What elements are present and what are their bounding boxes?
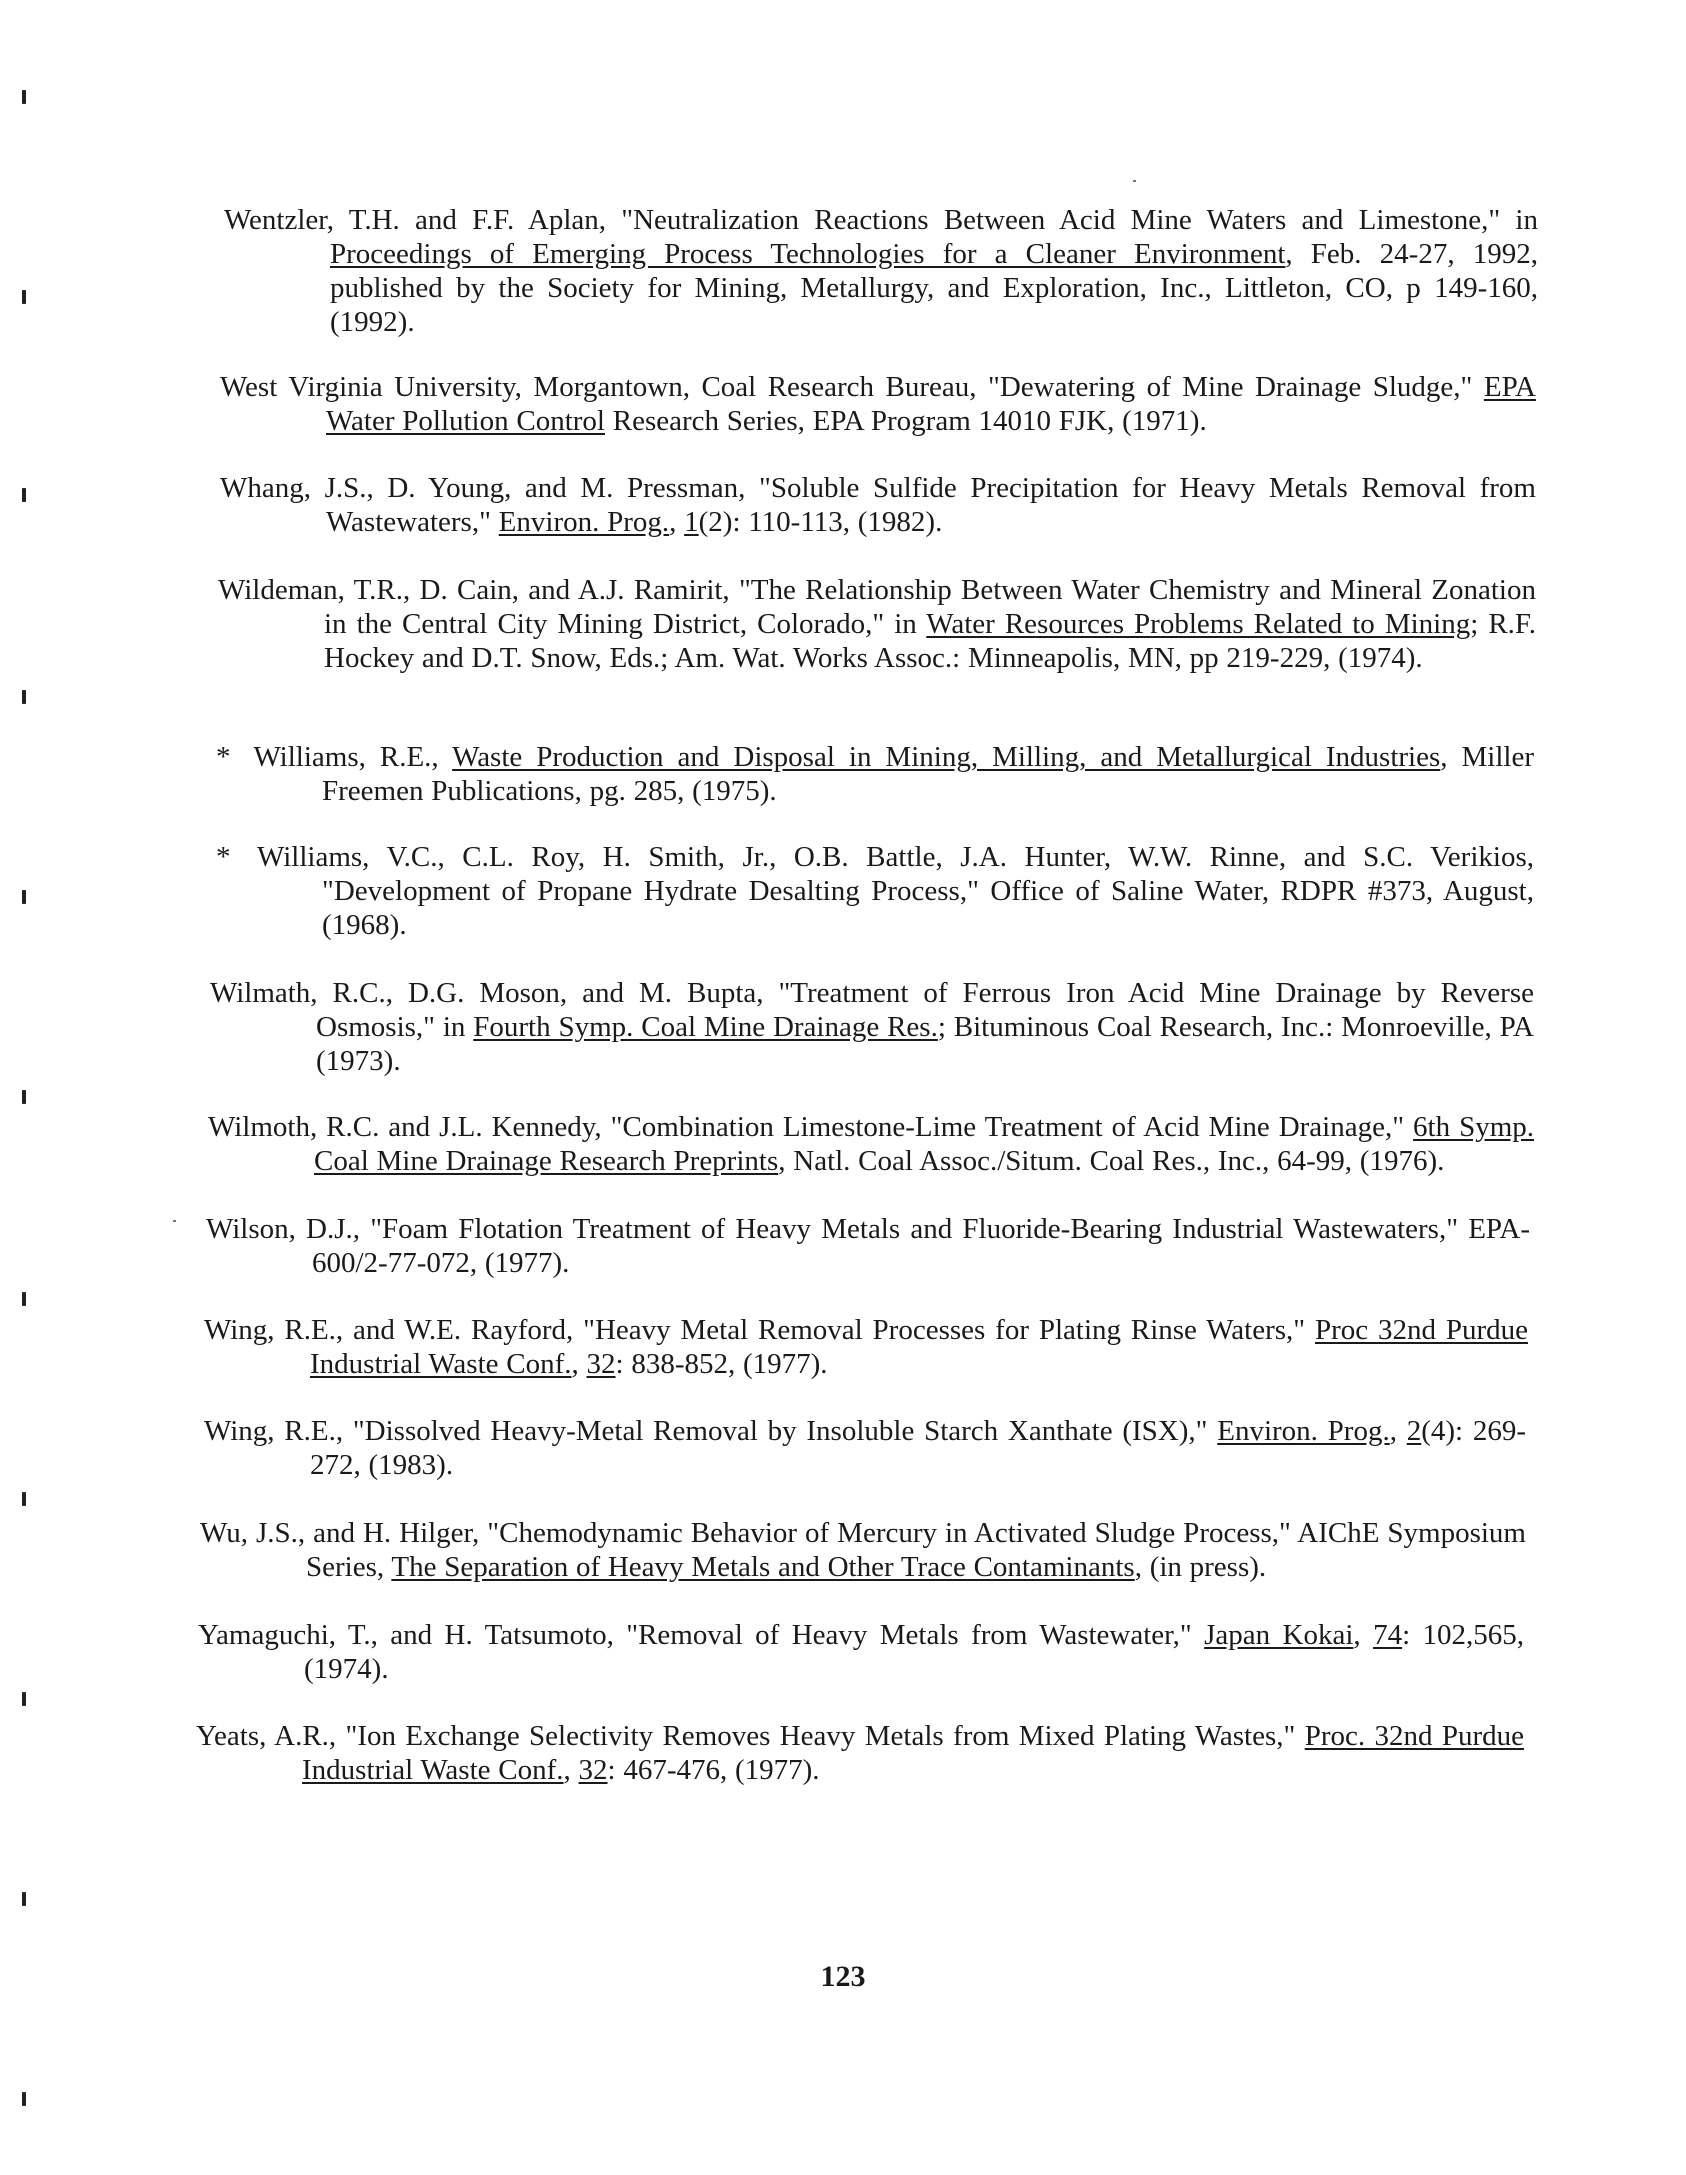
reference-underlined-title: Waste Production and Disposal in Mining, Milling, and Metallurgical Industries (452, 741, 1441, 773)
reference-text: , (1389, 1415, 1407, 1447)
reference-text: , Miller Freemen Publications, pg. 285, (1975). (322, 741, 1534, 807)
reference-underlined-title: Proc 32nd Purdue Industrial Waste Conf. (310, 1314, 1528, 1380)
reference-entry (216, 840, 1534, 942)
reference-entry (200, 1516, 1526, 1584)
reference-entry (220, 471, 1536, 539)
reference-entry (196, 1719, 1524, 1787)
margin-mark (22, 2092, 26, 2106)
reference-underlined-title: Water Resources Problems Related to Mining (926, 608, 1471, 640)
reference-underlined-title: Environ. Prog. (498, 506, 670, 538)
reference-text: Wildeman, T.R., D. Cain, and A.J. Ramirit, "The Relationship Between Water Chemistry and Mineral Zonation in the Central City Mining District, Colorado," in (218, 574, 1536, 640)
reference-text: (4): 269-272, (1983). (310, 1415, 1527, 1481)
reference-entry (210, 976, 1535, 1078)
reference-text: , Natl. Coal Assoc./Situm. Coal Res., Inc., 64-99, (1976). (778, 1145, 1445, 1177)
reference-text: , (571, 1348, 587, 1380)
reference-text: Wilmoth, R.C. and J.L. Kennedy, "Combination Limestone-Lime Treatment of Acid Mine Drainage," (208, 1111, 1414, 1143)
reference-text: , Feb. 24-27, 1992, published by the Society for Mining, Metallurgy, and Exploration, Inc., Littleton, CO, p 149-160, (1992). (330, 238, 1538, 338)
margin-mark (22, 1892, 26, 1906)
reference-text: , (669, 506, 685, 538)
margin-mark (22, 90, 26, 104)
reference-entry (206, 1212, 1530, 1280)
reference-underlined-title: The Separation of Heavy Metals and Other Trace Contaminants (391, 1551, 1135, 1583)
reference-text: ; R.F. Hockey and D.T. Snow, Eds.; Am. Wat. Works Assoc.: Minneapolis, MN, pp 219-229, (1974). (324, 608, 1536, 674)
page-number: 123 (820, 1960, 866, 1993)
reference-underlined-title: Proceedings of Emerging Process Technologies for a Cleaner Environment (330, 238, 1286, 270)
reference-text: Wentzler, T.H. and F.F. Aplan, "Neutralization Reactions Between Acid Mine Waters and Limestone," in (224, 204, 1538, 236)
reference-entry (224, 203, 1538, 339)
reference-underlined-title: EPA Water Pollution Control (326, 371, 1536, 437)
asterisk-marker: * (216, 841, 231, 873)
reference-text: Wu, J.S., and H. Hilger, "Chemodynamic Behavior of Mercury in Activated Sludge Process," AIChE Symposium Series, (200, 1517, 1526, 1583)
reference-underlined-volume: 74 (1373, 1619, 1403, 1651)
reference-entry (218, 573, 1536, 675)
asterisk-marker: * (216, 741, 231, 773)
reference-text: : 102,565, (1974). (304, 1619, 1524, 1685)
reference-text: , (1353, 1619, 1374, 1651)
margin-mark (22, 890, 26, 904)
reference-underlined-title: Fourth Symp. Coal Mine Drainage Res. (473, 1011, 938, 1043)
reference-text: Williams, V.C., C.L. Roy, H. Smith, Jr., O.B. Battle, J.A. Hunter, W.W. Rinne, and S.C. Verikios, "Development of Propane Hydrate Desalting Process," Office of Saline Water, RDPR #373, August, (1968). (240, 841, 1534, 941)
margin-mark (22, 690, 26, 704)
reference-text: Yamaguchi, T., and H. Tatsumoto, "Removal of Heavy Metals from Wastewater," (198, 1619, 1205, 1651)
reference-entry (216, 740, 1534, 808)
reference-text: , (563, 1754, 579, 1786)
reference-text: , (in press). (1134, 1551, 1267, 1583)
margin-mark (22, 1090, 26, 1104)
reference-underlined-title: Proc. 32nd Purdue Industrial Waste Conf. (302, 1720, 1524, 1786)
scan-speck (173, 1220, 176, 1222)
reference-underlined-volume: 1 (684, 506, 699, 538)
reference-entry (198, 1618, 1524, 1686)
margin-mark (22, 1292, 26, 1306)
reference-underlined-title: Japan Kokai (1204, 1619, 1354, 1651)
reference-text: Research Series, EPA Program 14010 FJK, (1971). (604, 405, 1207, 437)
reference-text: Wing, R.E., and W.E. Rayford, "Heavy Metal Removal Processes for Plating Rinse Waters," (204, 1314, 1315, 1346)
reference-underlined-title: 6th Symp. Coal Mine Drainage Research Preprints (314, 1111, 1535, 1177)
reference-text: Williams, R.E., (240, 741, 453, 773)
margin-mark (22, 290, 26, 304)
reference-text: ; Bituminous Coal Research, Inc.: Monroeville, PA (1973). (316, 1011, 1535, 1077)
margin-mark (22, 1492, 26, 1506)
reference-text: Wilson, D.J., "Foam Flotation Treatment of Heavy Metals and Fluoride-Bearing Industrial Wastewaters," EPA-600/2-77-072, (1977). (206, 1213, 1530, 1279)
margin-mark (22, 1692, 26, 1706)
reference-text: Yeats, A.R., "Ion Exchange Selectivity Removes Heavy Metals from Mixed Plating Wastes," (196, 1720, 1305, 1752)
reference-underlined-title: Environ. Prog. (1217, 1415, 1390, 1447)
scan-speck (1133, 180, 1136, 182)
reference-text: : 838-852, (1977). (615, 1348, 828, 1380)
reference-text: (2): 110-113, (1982). (698, 506, 943, 538)
reference-entry (204, 1313, 1528, 1381)
reference-text: West Virginia University, Morgantown, Coal Research Bureau, "Dewatering of Mine Drainage Sludge," (220, 371, 1484, 403)
reference-entry (204, 1414, 1527, 1482)
reference-underlined-volume: 32 (578, 1754, 608, 1786)
reference-underlined-volume: 2 (1406, 1415, 1422, 1447)
reference-text: : 467-476, (1977). (607, 1754, 820, 1786)
reference-entry (208, 1110, 1535, 1178)
reference-text: Wilmath, R.C., D.G. Moson, and M. Bupta, "Treatment of Ferrous Iron Acid Mine Drainage by Reverse Osmosis," in (210, 977, 1534, 1043)
margin-mark (22, 488, 26, 502)
reference-underlined-volume: 32 (586, 1348, 616, 1380)
reference-entry (220, 370, 1536, 438)
reference-text: Wing, R.E., "Dissolved Heavy-Metal Removal by Insoluble Starch Xanthate (ISX)," (204, 1415, 1218, 1447)
reference-text: Whang, J.S., D. Young, and M. Pressman, "Soluble Sulfide Precipitation for Heavy Metals Removal from Wastewaters," (220, 472, 1536, 538)
